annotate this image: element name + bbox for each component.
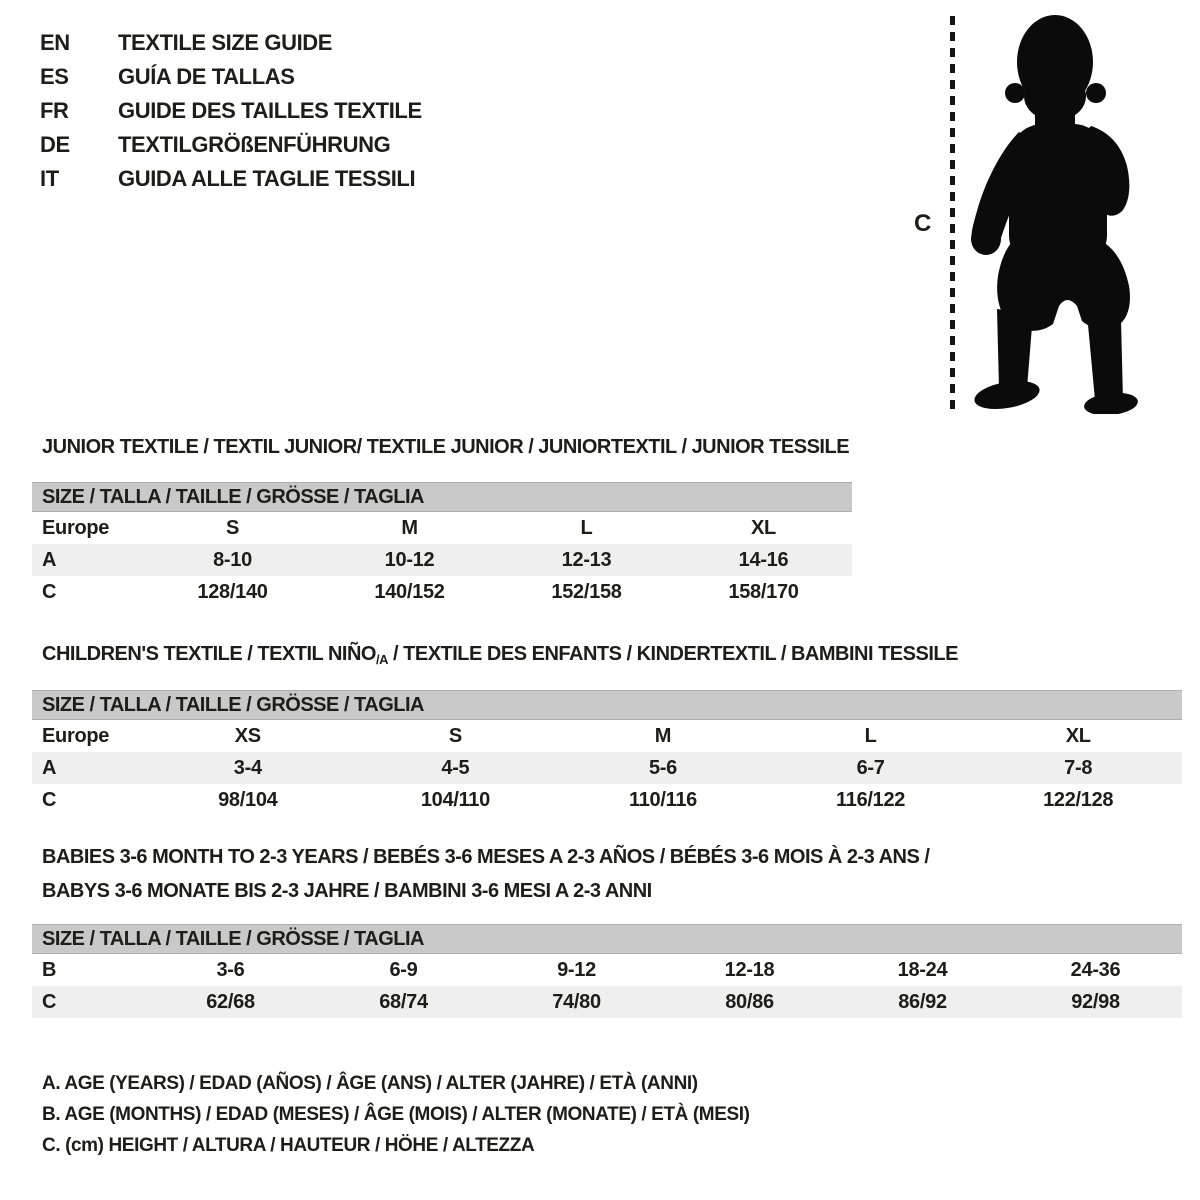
size-cell: XL: [751, 516, 776, 539]
language-title: GUIDA ALLE TAGLIE TESSILI: [118, 166, 416, 191]
row-label: A: [42, 756, 57, 779]
language-title: TEXTILGRÖßENFÜHRUNG: [118, 132, 391, 157]
age-cell: 3-4: [233, 756, 262, 779]
junior-section-title: JUNIOR TEXTILE / TEXTIL JUNIOR/ TEXTILE JUNIOR / JUNIORTEXTIL / JUNIOR TESSILE: [42, 436, 850, 458]
language-code: ES: [40, 64, 69, 89]
height-cell: 98/104: [218, 788, 278, 811]
row-label: A: [42, 548, 57, 571]
size-cell: S: [448, 724, 462, 747]
children-size-table: [32, 690, 1182, 816]
height-cell: 86/92: [898, 990, 947, 1013]
height-cell: 110/116: [628, 788, 697, 811]
junior-region-row: [32, 512, 852, 544]
age-cell: 4-5: [441, 756, 470, 779]
legend-line-a: A. AGE (YEARS) / EDAD (AÑOS) / ÂGE (ANS) / ALTER (JAHRE) / ETÀ (ANNI): [42, 1072, 698, 1094]
size-cell: L: [580, 516, 593, 539]
row-label: C: [42, 580, 57, 603]
children-age-row: [32, 752, 1182, 784]
height-cell: 152/158: [551, 580, 622, 603]
junior-table-size-header: SIZE / TALLA / TAILLE / GRÖSSE / TAGLIA: [32, 482, 852, 512]
height-cell: 104/110: [420, 788, 490, 811]
height-cell: 92/98: [1071, 990, 1120, 1013]
size-cell: XS: [234, 724, 261, 747]
months-cell: 6-9: [389, 958, 418, 981]
height-cell: 116/122: [836, 788, 906, 811]
babies-size-table: [32, 924, 1182, 1018]
children-title-suffix: / TEXTILE DES ENFANTS / KINDERTEXTIL / BAMBINI TESSILE: [387, 643, 958, 665]
children-height-row: [32, 784, 1182, 816]
age-cell: 14-16: [738, 548, 789, 571]
months-cell: 12-18: [724, 958, 775, 981]
size-cell: S: [225, 516, 240, 539]
children-title-subscript: /A: [375, 652, 388, 667]
measure-legend: [42, 1068, 750, 1161]
language-title: GUIDE DES TAILLES TEXTILE: [118, 98, 422, 123]
language-title: GUÍA DE TALLAS: [118, 64, 295, 89]
junior-height-row: [32, 576, 852, 608]
age-cell: 5-6: [648, 756, 677, 779]
children-table-size-header: SIZE / TALLA / TAILLE / GRÖSSE / TAGLIA: [32, 690, 1182, 720]
height-cell: 62/68: [206, 990, 255, 1013]
age-cell: 12-13: [561, 548, 612, 571]
language-code: IT: [40, 166, 59, 191]
language-code: DE: [40, 132, 70, 157]
age-cell: 6-7: [856, 756, 885, 779]
junior-size-table: [32, 482, 852, 608]
months-cell: 18-24: [897, 958, 948, 981]
babies-height-row: [32, 986, 1182, 1018]
babies-section-title-line2: BABYS 3-6 MONATE BIS 2-3 JAHRE / BAMBINI 3-6 MESI A 2-3 ANNI: [42, 880, 652, 902]
babies-months-row: [32, 954, 1182, 986]
language-header: [40, 26, 422, 196]
legend-line-b: B. AGE (MONTHS) / EDAD (MESES) / ÂGE (MOIS) / ALTER (MONATE) / ETÀ (MESI): [42, 1103, 750, 1125]
junior-age-row: [32, 544, 852, 576]
height-measure-label: C: [914, 210, 932, 237]
age-cell: 8-10: [213, 548, 252, 571]
babies-table-size-header: SIZE / TALLA / TAILLE / GRÖSSE / TAGLIA: [32, 924, 1182, 954]
children-region-row: [32, 720, 1182, 752]
toddler-silhouette-icon: [965, 14, 1145, 414]
age-cell: 7-8: [1064, 756, 1093, 779]
language-code: FR: [40, 98, 69, 123]
size-cell: M: [401, 516, 418, 539]
height-cell: 74/80: [552, 990, 601, 1013]
language-row-de: [40, 128, 422, 162]
language-code: EN: [40, 30, 70, 55]
age-cell: 10-12: [384, 548, 435, 571]
height-cell: 140/152: [374, 580, 445, 603]
language-row-en: [40, 26, 422, 60]
months-cell: 3-6: [216, 958, 245, 981]
language-row-es: [40, 60, 422, 94]
row-label: C: [42, 788, 57, 811]
row-label: Europe: [42, 516, 110, 539]
size-cell: L: [864, 724, 877, 747]
language-title: TEXTILE SIZE GUIDE: [118, 30, 333, 55]
children-section-title: [42, 643, 958, 667]
height-dashed-line: [950, 16, 955, 414]
size-cell: M: [654, 724, 672, 747]
months-cell: 24-36: [1070, 958, 1121, 981]
language-row-it: [40, 162, 422, 196]
height-cell: 158/170: [728, 580, 799, 603]
height-cell: 122/128: [1043, 788, 1114, 811]
legend-line-c: C. (cm) HEIGHT / ALTURA / HAUTEUR / HÖHE / ALTEZZA: [42, 1134, 535, 1156]
children-title-prefix: CHILDREN'S TEXTILE / TEXTIL NIÑO: [42, 643, 376, 665]
height-cell: 68/74: [379, 990, 428, 1013]
language-row-fr: [40, 94, 422, 128]
size-cell: XL: [1065, 724, 1091, 747]
row-label: Europe: [42, 724, 110, 747]
babies-section-title-line1: BABIES 3-6 MONTH TO 2-3 YEARS / BEBÉS 3-6 MESES A 2-3 AÑOS / BÉBÉS 3-6 MOIS À 2-3 ANS /: [42, 846, 930, 868]
height-cell: 128/140: [197, 580, 268, 603]
row-label: B: [42, 958, 57, 981]
months-cell: 9-12: [557, 958, 596, 981]
row-label: C: [42, 990, 57, 1013]
height-cell: 80/86: [725, 990, 774, 1013]
